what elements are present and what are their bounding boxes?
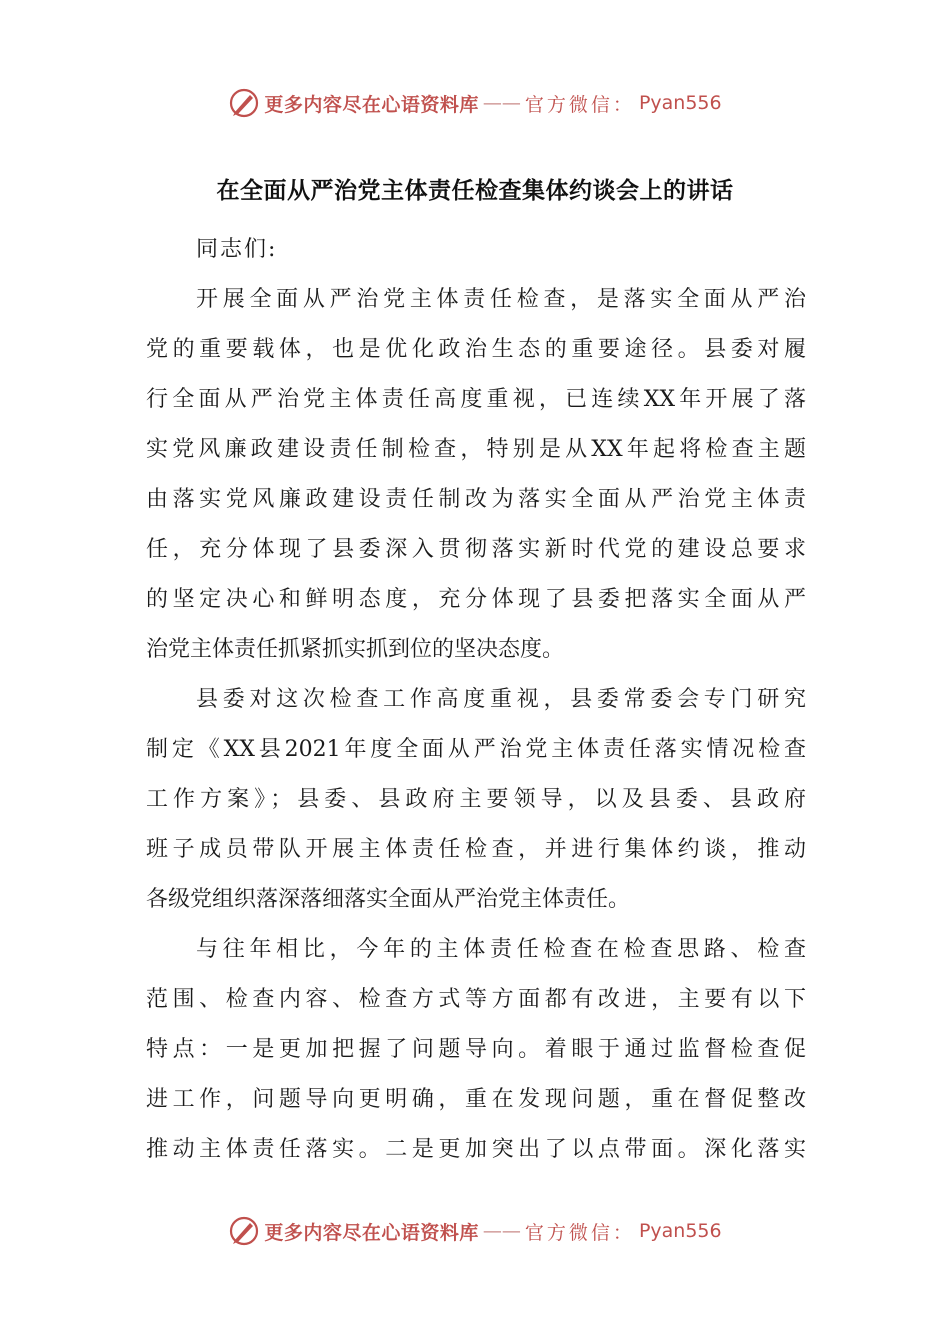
- document-title: 在全面从严治党主体责任检查集体约谈会上的讲话: [216, 177, 734, 204]
- paragraph-1: [146, 275, 806, 675]
- paragraph-line: 的坚定决心和鲜明态度，充分体现了县委把落实全面从严: [146, 587, 806, 612]
- watermark-contact-label: 官方微信：: [524, 93, 635, 116]
- paragraph-2: [146, 675, 806, 925]
- watermark-contact-label: 官方微信：: [524, 1221, 635, 1244]
- quill-pen-logo-icon: [228, 87, 260, 119]
- paragraph-line: 进工作，问题导向更明确，重在发现问题，重在督促整改: [146, 1087, 806, 1112]
- watermark-footer: [0, 1211, 950, 1251]
- watermark-wechat-id: Pyan556: [638, 92, 722, 114]
- watermark-site-name: 更多内容尽在心语资料库: [264, 93, 479, 116]
- salutation: 同志们:: [196, 237, 278, 262]
- paragraph-line: 与往年相比，今年的主体责任检查在检查思路、检查: [196, 937, 806, 962]
- paragraph-line: 特点：一是更加把握了问题导向。着眼于通过监督检查促: [146, 1037, 806, 1062]
- document-body: [146, 225, 806, 1175]
- watermark-dash: ——: [482, 1220, 521, 1242]
- paragraph-line: 治党主体责任抓紧抓实抓到位的坚决态度。: [146, 637, 565, 662]
- paragraph-line: 实党风廉政建设责任制检查，特别是从XX年起将检查主题: [146, 437, 806, 462]
- paragraph-line: 推动主体责任落实。二是更加突出了以点带面。深化落实: [146, 1137, 806, 1162]
- quill-pen-logo-icon: [228, 1215, 260, 1247]
- watermark-dash: ——: [482, 92, 521, 114]
- paragraph-line: 县委对这次检查工作高度重视，县委常委会专门研究: [196, 687, 806, 712]
- watermark-site-name: 更多内容尽在心语资料库: [264, 1221, 479, 1244]
- watermark-header: [0, 83, 950, 123]
- paragraph-line: 由落实党风廉政建设责任制改为落实全面从严治党主体责: [146, 487, 806, 512]
- watermark-wechat-id: Pyan556: [638, 1220, 722, 1242]
- paragraph-line: 范围、检查内容、检查方式等方面都有改进，主要有以下: [146, 987, 806, 1012]
- paragraph-line: 行全面从严治党主体责任高度重视，已连续XX年开展了落: [146, 387, 806, 412]
- paragraph-line: 各级党组织落深落细落实全面从严治党主体责任。: [146, 887, 631, 912]
- paragraph-3: [146, 925, 806, 1175]
- paragraph-line: 制定《XX县2021年度全面从严治党主体责任落实情况检查: [146, 737, 806, 762]
- paragraph-line: 开展全面从严治党主体责任检查，是落实全面从严治: [196, 287, 806, 312]
- paragraph-line: 任，充分体现了县委深入贯彻落实新时代党的建设总要求: [146, 537, 806, 562]
- paragraph-line: 党的重要载体，也是优化政治生态的重要途径。县委对履: [146, 337, 806, 362]
- paragraph-line: 班子成员带队开展主体责任检查，并进行集体约谈，推动: [146, 837, 806, 862]
- paragraph-line: 工作方案》；县委、县政府主要领导，以及县委、县政府: [146, 787, 806, 812]
